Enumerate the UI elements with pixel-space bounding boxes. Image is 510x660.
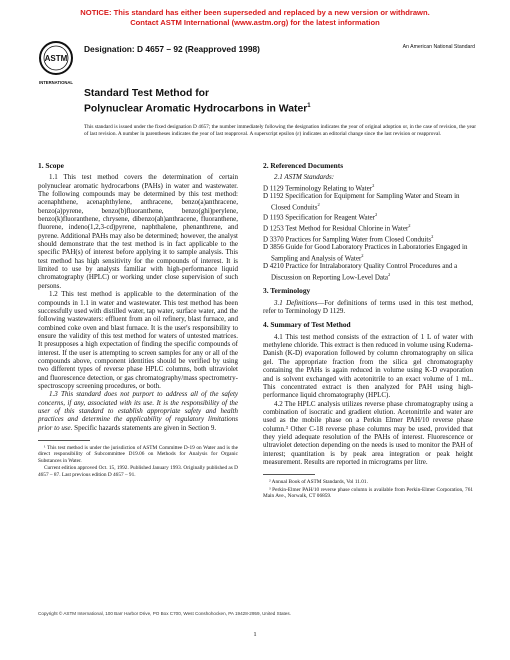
designation: Designation: D 4657 – 92 (Reapproved 1998) — [84, 44, 260, 54]
referenced-documents-heading: 2. Referenced Documents — [263, 161, 344, 170]
title-line-2: Polynuclear Aromatic Hydrocarbons in Water$^1$ — [84, 103, 311, 115]
footnote-separator — [38, 440, 90, 441]
notice-banner — [0, 8, 510, 27]
terminology-heading: 3. Terminology — [263, 286, 311, 296]
astm-standards-subheading: 2.1 ASTM Standards: — [274, 173, 335, 182]
logo-text: ASTM — [44, 54, 68, 63]
hazards-reference: Specific hazards statements are given in Section 9. — [72, 423, 217, 432]
footnote-separator — [263, 474, 315, 475]
footnote-3: ³ Perkin-Elmer PAH/10 reverse phase column is available from Perkin-Elmer Corporation, 761 Main Ave., Norwalk, CT 06859. — [263, 486, 473, 500]
american-national-standard: An American National Standard — [402, 44, 475, 50]
para-4-1: 4.1 This test method consists of the extraction of 1 L of water with methylene chloride. This extract is then reduced in volume using Kuderna-Danish (K-D) evaporation followed by column chromatography on silica gel. The appropriate fraction from the silica gel chromatography containing the PAHs is again reduced in volume using K-D evaporation and is solvent exchanged with acetonitrile to an exact volume of 1 mL. This concentrated extract is then analyzed for PAH using high-performance liquid chromatography (HPLC). — [263, 332, 473, 400]
astm-logo — [38, 40, 74, 92]
reference-item: D 3856 Guide for Good Laboratory Practices in Laboratories Engaged in Sampling and Analysis of Water$^2$ — [263, 243, 468, 263]
summary-heading: 4. Summary of Test Method — [263, 320, 351, 330]
reference-item: D 1129 Terminology Relating to Water$^2$ — [263, 182, 375, 193]
definitions-label: 3.1 Definitions — [274, 298, 318, 307]
reference-item: D 4210 Practice for Intralaboratory Quality Control Procedures and a Discussion on Reporting Low-Level Data$^2$ — [263, 262, 458, 282]
notice-line-2: Contact ASTM International (www.astm.org) for the latest information — [130, 17, 380, 27]
para-4-2: 4.2 The HPLC analysis utilizes reverse phase chromatography using a combination of isocratic and gradient elution. Acetonitrile and water are used as the mobile phase on a Perkin Elmer PAH/10 reverse phase column.³ Other C-18 reverse phase columns may be used, provided that they yield adequate resolution of the PAHs of interest. Fluorescence or ultraviolet detection depending on the needs is used to monitor the PAH of interest; quantitation is by peak area integration or peak height measurement. Results are reported in micrograms per litre. — [263, 399, 473, 466]
issuance-note: This standard is issued under the fixed designation D 4657; the number immediately following the designation indicates the year of original adoption or, in the case of revision, the year of last revision. A number in parentheses indicates the year of last reapproval. A superscript epsilon (ε) indicates an editorial change since the last revision or reapproval. — [84, 124, 476, 137]
logo-subtext: INTERNATIONAL — [39, 80, 73, 85]
reference-item: D 1193 Specification for Reagent Water$^2$ — [263, 212, 378, 222]
para-1-2: 1.2 This test method is applicable to the determination of the compounds in 1.1 in water and wastewater. This test method has been successfully used with distilled water, tap water, surface water, and the following wastewaters: effluent from an oil refinery, blast furnace, and combined coke oven and blast furnace. It is the user's responsibility to ensure the validity of this test method for waters of untested matrices. It presupposes a high expectation of finding the specific compounds of interest. If the user is attempting to screen samples for any or all of the compounds above, component identities should be verified by using two different types of reverse phase HPLC columns, both ultraviolet and fluorescence detection, or gas chromatography/mass spectrometry-spectroscopy screening procedures, or both. — [38, 290, 238, 390]
safety-statement: 1.3 This standard does not purport to address all of the safety concerns, if any, associated with its use. It is the responsibility of the user of this standard to establish appropriate safety and health practices and determine the applicability of regulatory limitations prior to use. — [38, 390, 238, 432]
left-column — [38, 162, 238, 479]
page-number: 1 — [253, 631, 257, 638]
document-title — [84, 88, 444, 115]
footnote-2: ² Annual Book of ASTM Standards, Vol 11.01. — [269, 479, 368, 486]
notice-line-1: NOTICE: This standard has either been superseded and replaced by a new version or withdrawn. — [80, 8, 430, 17]
copyright-line: Copyright © ASTM International, 100 Barr Harbor Drive, PO Box C700, West Conshohocken, PA 19428-2959, United States. — [38, 611, 291, 616]
para-1-1: 1.1 This test method covers the determination of certain polynuclear aromatic hydrocarbons (PAHs) in water and wastewater. The following compounds may be determined by this test method: acenaphthene, acenaphthylene, anthracene, benzo(a)anthracene, benzo(a)pyrene, benzo(b)fluoranthene, benzo(ghi)perylene, benzo(k)fluoranthene, chrysene, dibenzo(ah)anthracene, fluoranthene, fluorene, indeno(1,2,3-cd)pyrene, naphthalene, phenanthrene, and pyrene. Additional PAHs may also be determined; however, the analyst should demonstrate that the test method is in fact applicable to the specific PAH(s) of interest before applying it to sample analysis. This test method has high sensitivity for the compounds of interest. It is limited to use by analysts familiar with high-performance liquid chromatography (HPLC) or working under close supervision of such persons. — [38, 173, 238, 290]
para-3-1: 3.1 Definitions—For definitions of terms used in this test method, refer to Terminology D 1129. — [263, 298, 473, 316]
right-column — [263, 162, 473, 501]
footnote-1: ¹ This test method is under the jurisdiction of ASTM Committee D-19 on Water and is the direct responsibility of Subcommittee D19.06 on Methods for Analysis for Organic Substances in Water. — [38, 445, 238, 464]
title-footnote-mark: 1 — [307, 103, 311, 109]
scope-heading: 1. Scope — [38, 161, 64, 170]
reference-item: D 1253 Test Method for Residual Chlorine in Water$^2$ — [263, 223, 411, 233]
reference-item: D 3370 Practices for Sampling Water from Closed Conduits$^2$ — [263, 233, 434, 244]
reference-item: D 1192 Specification for Equipment for Sampling Water and Steam in Closed Conduits$^2$ — [263, 192, 460, 212]
para-1-3 — [38, 390, 238, 432]
footnote-1-edition: Current edition approved Oct. 15, 1992. Published January 1993. Originally published as D 4657 – 87. Last previous edition D 4657 – 91. — [38, 465, 238, 478]
reference-list — [263, 182, 473, 282]
title-line-1: Standard Test Method for — [84, 88, 210, 99]
